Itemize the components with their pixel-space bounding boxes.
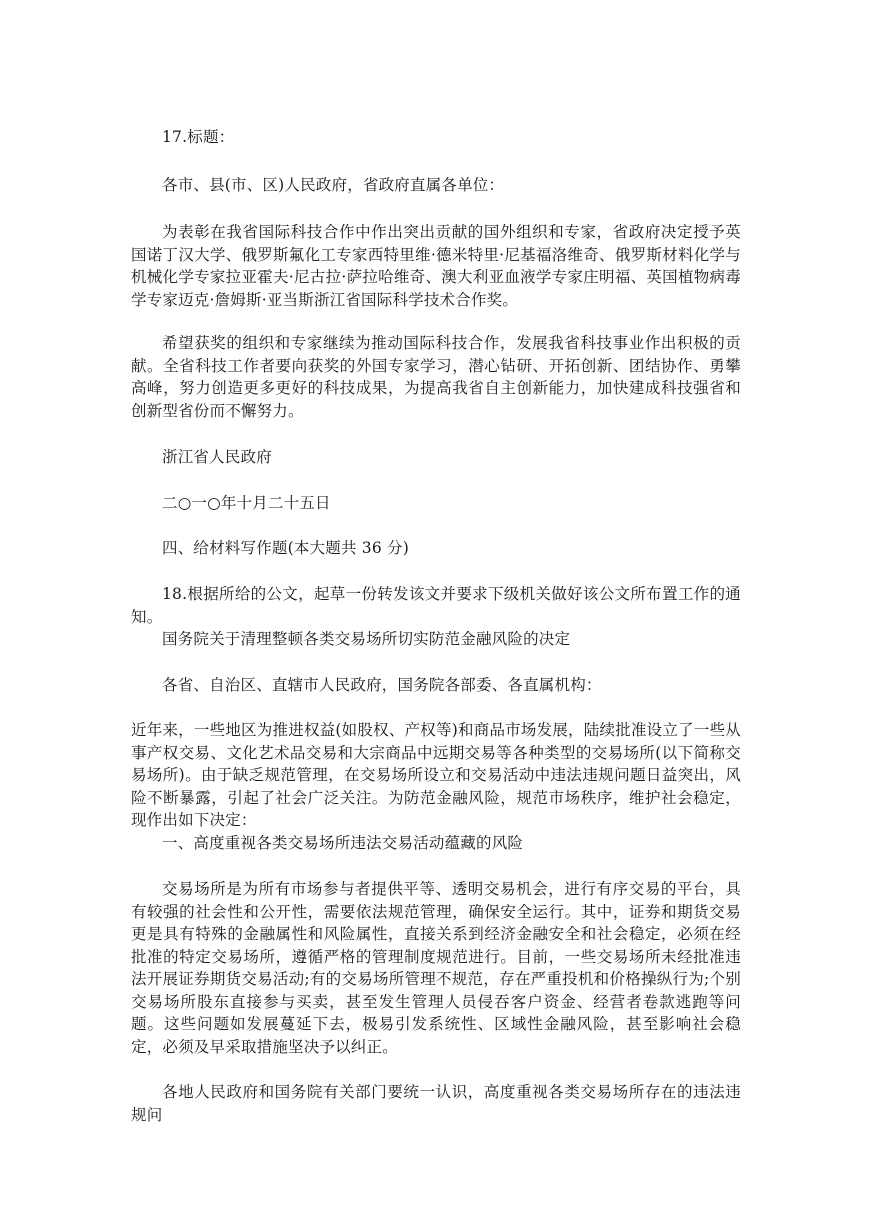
question-17-signature: 浙江省人民政府	[162, 448, 272, 466]
question-17-date: 二○一○年十月二十五日	[162, 494, 331, 512]
question-18-body-paragraph-2: 交易场所是为所有市场参与者提供平等、透明交易机会，进行有序交易的平台，具有较强的社会性和公开性，需要依法规范管理，确保安全运行。其中，证券和期货交易更是具有特殊的金融属性和风险属性，直接关系到经济金融安全和社会稳定，必须在经批准的特定交易场所，遵循严格的管理制度规范进行。目前，一些交易场所未经批准违法开展证券期货交易活动;有的交易场所管理不规范，存在严重投机和价格操纵行为;个别交易场所股东直接参与买卖，甚至发生管理人员侵吞客户资金、经营者卷款逃跑等问题。这些问题如发展蔓延下去，极易引发系统性、区域性金融风险，甚至影响社会稳定，必须及早采取措施坚决予以纠正。	[131, 880, 741, 1056]
question-17-heading: 17.标题：	[162, 128, 235, 146]
question-17-body-paragraph-1: 为表彰在我省国际科技合作中作出突出贡献的国外组织和专家，省政府决定授予英国诺丁汉大学、俄罗斯氟化工专家西特里维·德米特里·尼基福洛维奇、俄罗斯材料化学与机械化学专家拉亚霍夫·尼古拉·萨拉哈维奇、澳大利亚血液学专家庄明福、英国植物病毒学专家迈克·詹姆斯·亚当斯浙江省国际科学技术合作奖。	[131, 223, 741, 309]
question-18-prompt: 18.根据所给的公文，起草一份转发该文并要求下级机关做好该公文所布置工作的通知。	[131, 585, 741, 626]
question-18-salutation: 各省、自治区、直辖市人民政府，国务院各部委、各直属机构：	[162, 676, 602, 694]
question-18-document-title: 国务院关于清理整顿各类交易场所切实防范金融风险的决定	[162, 630, 571, 648]
question-18-section-1-heading: 一、高度重视各类交易场所违法交易活动蕴藏的风险	[162, 834, 524, 852]
question-18-body-paragraph-3: 各地人民政府和国务院有关部门要统一认识，高度重视各类交易场所存在的违法违规问	[131, 1083, 741, 1124]
question-17-salutation: 各市、县(市、区)人民政府，省政府直属各单位：	[162, 176, 505, 194]
section-4-heading: 四、给材料写作题(本大题共 36 分)	[162, 539, 409, 557]
question-18-body-paragraph-1: 近年来，一些地区为推进权益(如股权、产权等)和商品市场发展，陆续批准设立了一些从事产权交易、文化艺术品交易和大宗商品中远期交易等各种类型的交易场所(以下简称交易场所)。由于缺乏规范管理，在交易场所设立和交易活动中违法违规问题日益突出，风险不断暴露，引起了社会广泛关注。为防范金融风险，规范市场秩序，维护社会稳定，现作出如下决定：	[131, 721, 741, 829]
question-17-body-paragraph-2: 希望获奖的组织和专家继续为推动国际科技合作，发展我省科技事业作出积极的贡献。全省科技工作者要向获奖的外国专家学习，潜心钻研、开拓创新、团结协作、勇攀高峰，努力创造更多更好的科技成果，为提高我省自主创新能力，加快建成科技强省和创新型省份而不懈努力。	[131, 334, 741, 420]
